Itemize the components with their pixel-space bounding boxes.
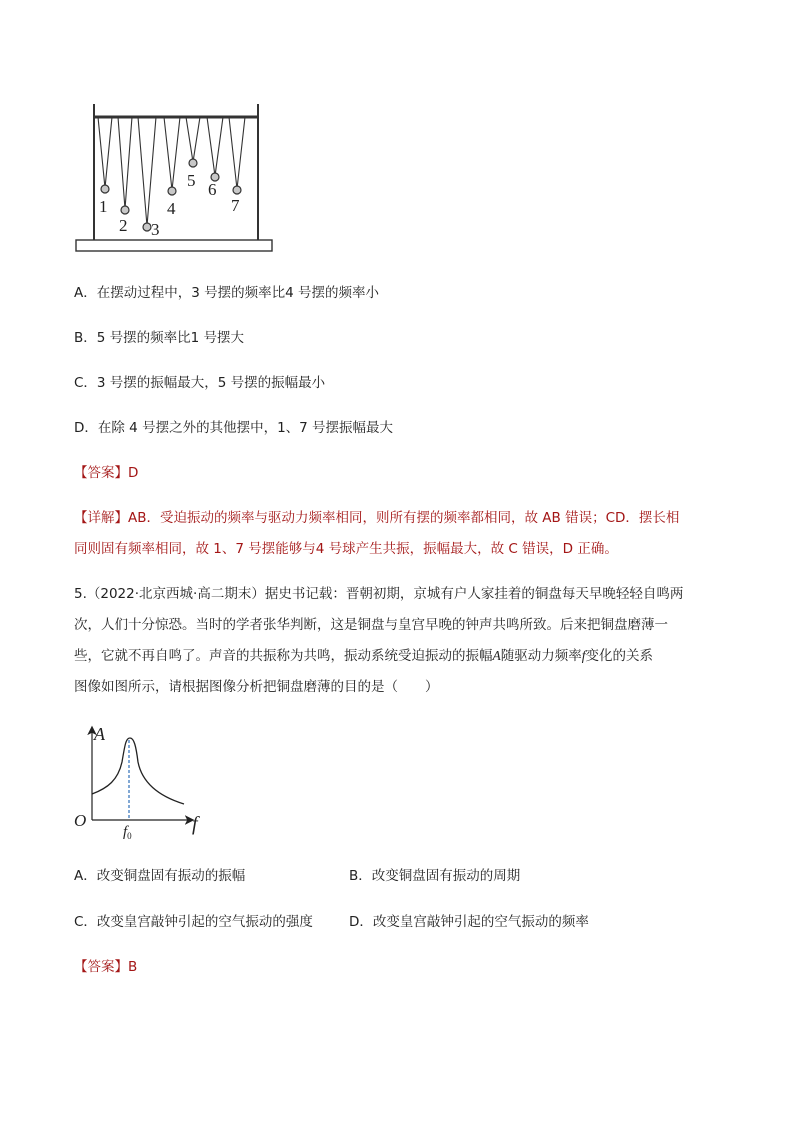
answer-value: D [128, 465, 139, 481]
peak-freq-subscript: 0 [127, 831, 132, 841]
q4-answer [74, 463, 138, 483]
q4-option-a: A．在摆动过程中，3 号摆的频率比4 号摆的频率小 [74, 285, 379, 301]
x-axis-label: f [192, 813, 198, 835]
q5-stem-line-2: 次，人们十分惊恐。当时的学者张华判断，这是铜盘与皇宫早晚的钟声共鸣所致。后来把铜盘磨薄一 [74, 617, 668, 633]
q5-option-c: C．改变皇宫敲钟引起的空气振动的强度 [74, 914, 313, 930]
pendulum-label-5: 5 [187, 171, 196, 190]
pendulum-bob-1 [101, 185, 109, 193]
q4-option-c: C．3 号摆的振幅最大，5 号摆的振幅最小 [74, 375, 326, 391]
resonance-curve [92, 738, 184, 804]
answer-label: 【答案】 [74, 465, 128, 481]
pendulum-bob-4 [168, 187, 176, 195]
pendulum-label-3: 3 [151, 220, 160, 239]
answer-label: 【答案】 [74, 959, 128, 975]
q4-detail-line-1 [74, 508, 679, 528]
stem-symbol-f: f [581, 648, 586, 663]
answer-value: B [128, 959, 138, 975]
detail-text-1: AB．受迫振动的频率与驱动力频率相同，则所有摆的频率都相同，故 AB 错误；CD．摆长相 [128, 510, 680, 526]
origin-label: O [74, 811, 87, 830]
q4-option-b: B．5 号摆的频率比1 号摆大 [74, 330, 245, 346]
stem-text-a: 些，它就不再自鸣了。声音的共振称为共鸣，振动系统受迫振动的振幅 [74, 648, 493, 664]
stem-text-c: 变化的关系 [585, 648, 654, 664]
q5-answer [74, 957, 137, 977]
pendulum-bob-2 [121, 206, 129, 214]
q4-option-d: D．在除 4 号摆之外的其他摆中，1、7 号摆振幅最大 [74, 420, 394, 436]
peak-freq-label [123, 824, 132, 841]
pendulum-figure [72, 100, 278, 256]
pendulum-base [76, 240, 272, 251]
pendulum-label-2: 2 [119, 216, 128, 235]
resonance-graph [70, 722, 210, 842]
stem-text-b: 随驱动力频率 [500, 648, 582, 664]
pendulum-label-6: 6 [208, 180, 217, 199]
peak-freq-f: f [123, 824, 128, 840]
q5-option-b: B．改变铜盘固有振动的周期 [349, 868, 521, 884]
q4-detail-line-2: 同则固有频率相同，故 1、7 号摆能够与4 号球产生共振，振幅最大，故 C 错误，D 正确。 [74, 541, 618, 557]
q5-option-a: A．改变铜盘固有振动的振幅 [74, 868, 246, 884]
q5-option-d: D．改变皇宫敲钟引起的空气振动的频率 [349, 914, 589, 930]
y-axis-label: A [94, 724, 105, 744]
q5-stem-line-4: 图像如图所示，请根据图像分析把铜盘磨薄的目的是（ ） [74, 679, 439, 695]
stem-symbol-a: A [492, 648, 501, 663]
q5-stem-line-1: 5.（2022·北京西城·高二期末）据史书记载：晋朝初期，京城有户人家挂着的铜盘每天早晚轻轻自鸣两 [74, 586, 684, 602]
pendulum-label-7: 7 [231, 196, 240, 215]
pendulum-label-4: 4 [167, 199, 176, 218]
pendulum-bob-3 [143, 223, 151, 231]
pendulum-bob-5 [189, 159, 197, 167]
q5-stem-line-3 [74, 646, 653, 666]
detail-label: 【详解】 [74, 510, 128, 526]
pendulum-label-1: 1 [99, 197, 108, 216]
pendulum-bob-7 [233, 186, 241, 194]
